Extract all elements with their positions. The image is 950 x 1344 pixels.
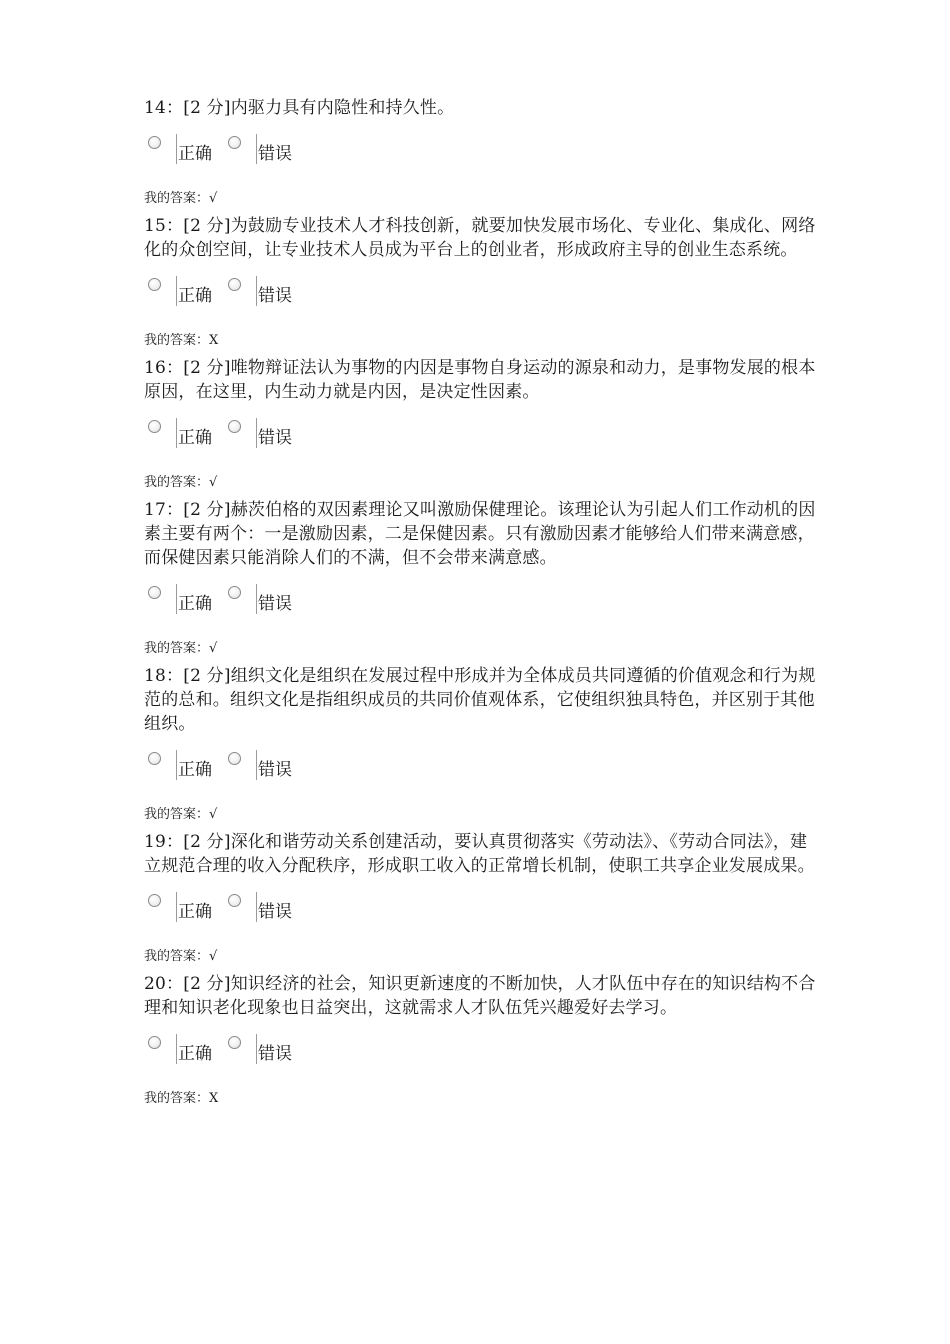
option-label: 正确 xyxy=(178,286,212,306)
option-label: 正确 xyxy=(178,760,212,780)
option-group xyxy=(144,750,824,786)
question-text: 14：[2 分]内驱力具有内隐性和持久性。 xyxy=(144,98,455,118)
question-text: 18：[2 分]组织文化是组织在发展过程中形成并为全体成员共同遵循的价值观念和行为规范的总和。组织文化是指组织成员的共同价值观体系，它使组织独具特色，并区别于其他组织。 xyxy=(144,666,816,734)
question-text: 16：[2 分]唯物辩证法认为事物的内因是事物自身运动的源泉和动力，是事物发展的根本原因，在这里，内生动力就是内因，是决定性因素。 xyxy=(144,358,816,402)
option-label: 错误 xyxy=(258,1044,292,1064)
my-answer: 我的答案：X xyxy=(144,1091,219,1106)
my-answer: 我的答案：√ xyxy=(144,191,218,206)
question-15 xyxy=(144,214,824,350)
my-answer: 我的答案：√ xyxy=(144,475,218,490)
radio-button-icon[interactable] xyxy=(228,752,241,765)
radio-button-icon[interactable] xyxy=(228,278,241,291)
option-label: 错误 xyxy=(258,286,292,306)
radio-button-icon[interactable] xyxy=(148,1036,161,1049)
option-label: 正确 xyxy=(178,902,212,922)
option-group xyxy=(144,892,824,928)
radio-button-icon[interactable] xyxy=(228,1036,241,1049)
question-19 xyxy=(144,830,824,966)
option-label: 错误 xyxy=(258,594,292,614)
option-label: 正确 xyxy=(178,594,212,614)
option-group xyxy=(144,1034,824,1070)
radio-button-icon[interactable] xyxy=(228,420,241,433)
my-answer: 我的答案：√ xyxy=(144,641,218,656)
my-answer: 我的答案：X xyxy=(144,333,219,348)
option-group xyxy=(144,418,824,454)
question-16 xyxy=(144,356,824,492)
option-label: 错误 xyxy=(258,760,292,780)
option-group xyxy=(144,584,824,620)
radio-button-icon[interactable] xyxy=(148,894,161,907)
option-label: 错误 xyxy=(258,144,292,164)
option-group xyxy=(144,276,824,312)
option-label: 正确 xyxy=(178,144,212,164)
question-text: 17：[2 分]赫茨伯格的双因素理论又叫激励保健理论。该理论认为引起人们工作动机的因素主要有两个：一是激励因素，二是保健因素。只有激励因素才能够给人们带来满意感，而保健因素只能消除人们的不满，但不会带来满意感。 xyxy=(144,500,816,568)
radio-button-icon[interactable] xyxy=(148,278,161,291)
question-17 xyxy=(144,498,824,658)
radio-button-icon[interactable] xyxy=(228,586,241,599)
question-18 xyxy=(144,664,824,824)
radio-button-icon[interactable] xyxy=(148,752,161,765)
option-group xyxy=(144,134,824,170)
my-answer: 我的答案：√ xyxy=(144,807,218,822)
question-20 xyxy=(144,972,824,1108)
option-label: 正确 xyxy=(178,1044,212,1064)
question-list xyxy=(144,96,824,1114)
radio-button-icon[interactable] xyxy=(228,894,241,907)
option-label: 错误 xyxy=(258,902,292,922)
question-text: 20：[2 分]知识经济的社会，知识更新速度的不断加快，人才队伍中存在的知识结构不合理和知识老化现象也日益突出，这就需求人才队伍凭兴趣爱好去学习。 xyxy=(144,974,816,1018)
radio-button-icon[interactable] xyxy=(148,420,161,433)
radio-button-icon[interactable] xyxy=(148,136,161,149)
question-text: 19：[2 分]深化和谐劳动关系创建活动，要认真贯彻落实《劳动法》、《劳动合同法》，建立规范合理的收入分配秩序，形成职工收入的正常增长机制，使职工共享企业发展成果。 xyxy=(144,832,815,876)
radio-button-icon[interactable] xyxy=(148,586,161,599)
radio-button-icon[interactable] xyxy=(228,136,241,149)
option-label: 错误 xyxy=(258,428,292,448)
question-text: 15：[2 分]为鼓励专业技术人才科技创新，就要加快发展市场化、专业化、集成化、网络化的众创空间，让专业技术人员成为平台上的创业者，形成政府主导的创业生态系统。 xyxy=(144,216,816,260)
my-answer: 我的答案：√ xyxy=(144,949,218,964)
question-14 xyxy=(144,96,824,208)
option-label: 正确 xyxy=(178,428,212,448)
